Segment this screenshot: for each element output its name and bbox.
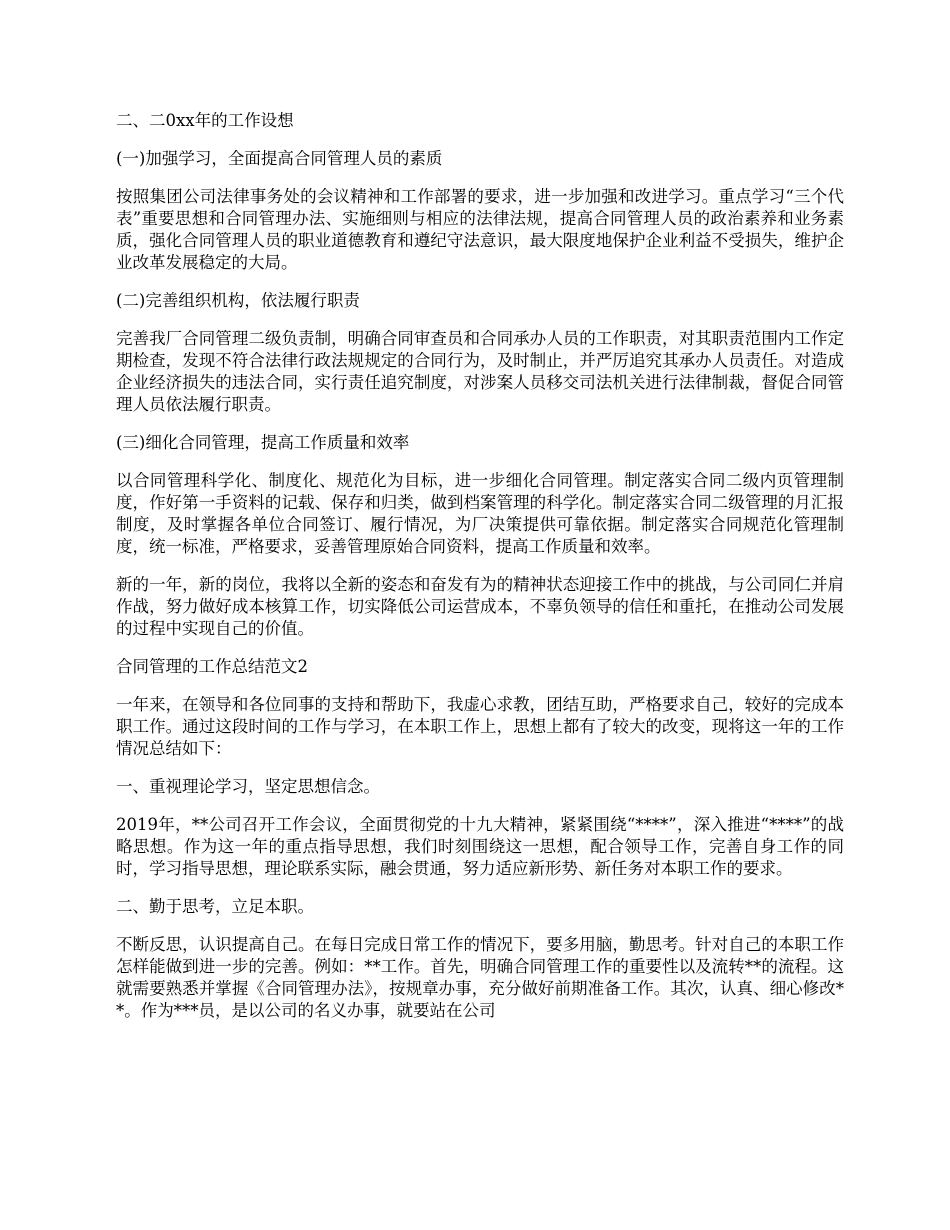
heading-theory-study: 一、重视理论学习，坚定思想信念。 (116, 777, 380, 796)
paragraph-new-year: 新的一年，新的岗位，我将以全新的姿态和奋发有为的精神状态迎接工作中的挑战，与公司同仁并肩作战，努力做好成本核算工作，切实降低公司运营成本，不辜负领导的信任和重托，在推动公司发展的过程中实现自己的价值。 (116, 575, 844, 638)
subheading-organization: (二)完善组织机构，依法履行职责 (116, 291, 360, 310)
paragraph-organization: 完善我厂合同管理二级负责制，明确合同审查员和合同承办人员的工作职责，对其职责范围内工作定期检查，发现不符合法律行政法规规定的合同行为，及时制止，并严厉追究其承办人员责任。对造成企业经济损失的违法合同，实行责任追究制度，对涉案人员移交司法机关进行法律制裁，督促合同管理人员依法履行职责。 (116, 329, 844, 414)
paragraph-intro: 一年来，在领导和各位同事的支持和帮助下，我虚心求教，团结互助，严格要求自己，较好的完成本职工作。通过这段时间的工作与学习，在本职工作上，思想上都有了较大的改变，现将这一年的工作情况总结如下： (116, 695, 844, 758)
section-heading-work-plan: 二、二0xx年的工作设想 (116, 111, 294, 130)
section-title-sample-2: 合同管理的工作总结范文2 (116, 657, 308, 676)
paragraph-contract-management: 以合同管理科学化、制度化、规范化为目标，进一步细化合同管理。制定落实合同二级内页管理制度，作好第一手资料的记载、保存和归类，做到档案管理的科学化。制定落实合同二级管理的月汇报制度，及时掌握各单位合同签订、履行情况，为厂决策提供可靠依据。制定落实合同规范化管理制度，统一标准，严格要求，妥善管理原始合同资料，提高工作质量和效率。 (116, 471, 844, 556)
document-page (116, 110, 844, 1038)
heading-diligent-thinking: 二、勤于思考，立足本职。 (116, 897, 314, 916)
subheading-contract-management: (三)细化合同管理，提高工作质量和效率 (116, 433, 410, 452)
paragraph-diligent-thinking: 不断反思，认识提高自己。在每日完成日常工作的情况下，要多用脑，勤思考。针对自己的本职工作怎样能做到进一步的完善。例如：**工作。首先，明确合同管理工作的重要性以及流转**的流程。这就需要熟悉并掌握《合同管理办法》，按规章办事，充分做好前期准备工作。其次，认真、细心修改**。作为***员，是以公司的名义办事，就要站在公司 (116, 935, 844, 1020)
paragraph-theory-study: 2019年，**公司召开工作会议，全面贯彻党的十九大精神，紧紧围绕“****”，深入推进“****”的战略思想。作为这一年的重点指导思想，我们时刻围绕这一思想，配合领导工作，完善自身工作的同时，学习指导思想，理论联系实际，融会贯通，努力适应新形势、新任务对本职工作的要求。 (116, 815, 844, 878)
subheading-strengthen-learning: (一)加强学习，全面提高合同管理人员的素质 (116, 149, 443, 168)
paragraph-learning: 按照集团公司法律事务处的会议精神和工作部署的要求，进一步加强和改进学习。重点学习“三个代表”重要思想和合同管理办法、实施细则与相应的法律法规，提高合同管理人员的政治素养和业务素质，强化合同管理人员的职业道德教育和遵纪守法意识，最大限度地保护企业利益不受损失，维护企业改革发展稳定的大局。 (116, 187, 844, 272)
